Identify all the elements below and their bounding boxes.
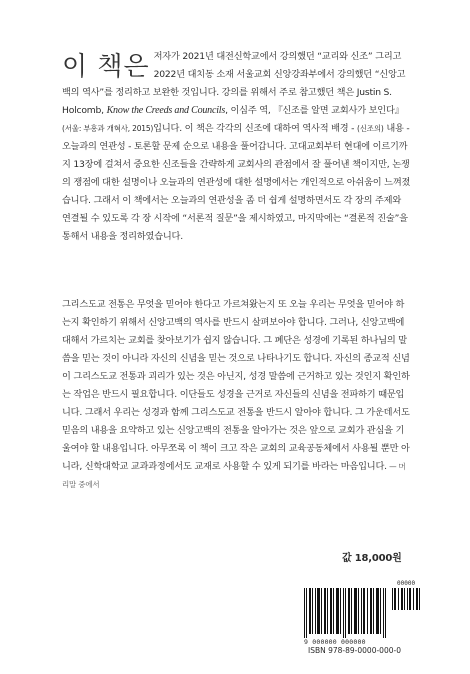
price-label: 값 18,000원 [342, 553, 402, 564]
intro-small-note: (신조의) [357, 124, 384, 133]
intro-text-2: , 이심주 역, 『신조를 알면 교회사가 보인다』 [225, 105, 404, 116]
preface-paragraph [62, 296, 412, 494]
barcode-addon-bars [392, 588, 422, 610]
isbn-number: ISBN 978-89-0000-000-0 [308, 646, 401, 655]
intro-text-1: 저자가 2021년 대전신학교에서 강의했던 “교리와 신조” 그리고 2022년 대치동 소재 서울교회 신앙강좌부에서 강의했던 “신앙고백의 역사”를 정리하고 보완한 것입니다. 강의를 위해서 주로 참고했던 책은 Justin S. Holcomb, [62, 51, 406, 116]
barcode-bars [304, 588, 388, 638]
intro-paragraph [62, 48, 412, 246]
addon-code: 00000 [397, 580, 416, 587]
preface-text: 그리스도교 전통은 무엇을 믿어야 한다고 가르쳐왔는지 또 오늘 우리는 무엇을 믿어야 하는지 확인하기 위해서 신앙고백의 역사를 반드시 살펴보아야 합니다. 그러나, 신앙고백에 대해서 가르치는 교회를 찾아보기가 쉽지 않습니다. 그 폐단은 성경에 기록된 하나님의 말씀을 믿는 것이 아니라 자신의 신념을 믿는 것으로 나타나기도 합니다. 자신의 종교적 신념이 그리스도교 전통과 괴리가 있는 것은 아닌지, 성경 말씀에 근거하고 있는 것인지 확인하는 작업은 반드시 필요합니다. 이단들도 성경을 근거로 자신들의 신념을 전파하기 때문입니다. 그래서 우리는 성경과 함께 그리스도교 전통을 반드시 알아야 합니다. 그 가운데서도 믿음의 내용을 요약하고 있는 신앙고백의 전통을 알아가는 것은 앞으로 교회가 관심을 기울여야 할 내용입니다. 아무쪼록 이 책이 크고 작은 교회의 교육공동체에서 사용될 뿐만 아니라, 신학대학교 교과과정에서도 교재로 사용할 수 있게 되기를 바라는 마음입니다. [62, 299, 410, 472]
lead-title: 이 책은 [62, 52, 150, 82]
intro-text-4: 내용 - 오늘과의 연관성 - 토론할 문제 순으로 내용을 풀어갑니다. 고대교회부터 현대에 이르기까지 13장에 걸쳐서 중요한 신조들을 간략하게 교회사의 관점에서 잘 풀어낸 책이지만, 논쟁의 쟁점에 대한 설명이나 오늘과의 연관성에 대한 설명에서는 개인적으로 아쉬움이 느껴졌습니다. 그래서 이 책에서는 오늘과의 연관성을 좀 더 쉽게 설명하면서도 각 장의 주제와 연결될 수 있도록 각 장 시작에 “서론적 질문”을 제시하였고, 마지막에는 “결론적 진술”을 통해서 내용을 정리하였습니다. [62, 123, 411, 242]
intro-book-title-en: Know the Creeds and Councils [106, 105, 226, 116]
intro-text-3: 입니다. 이 책은 각각의 신조에 대하여 역사적 배경 - [153, 123, 357, 134]
intro-publisher: (서울: 부흥과 개혁사, 2015) [62, 124, 154, 133]
preface-source: — 머리말 중에서 [62, 462, 406, 489]
barcode-digits: 9 000000 000000 [304, 638, 366, 646]
